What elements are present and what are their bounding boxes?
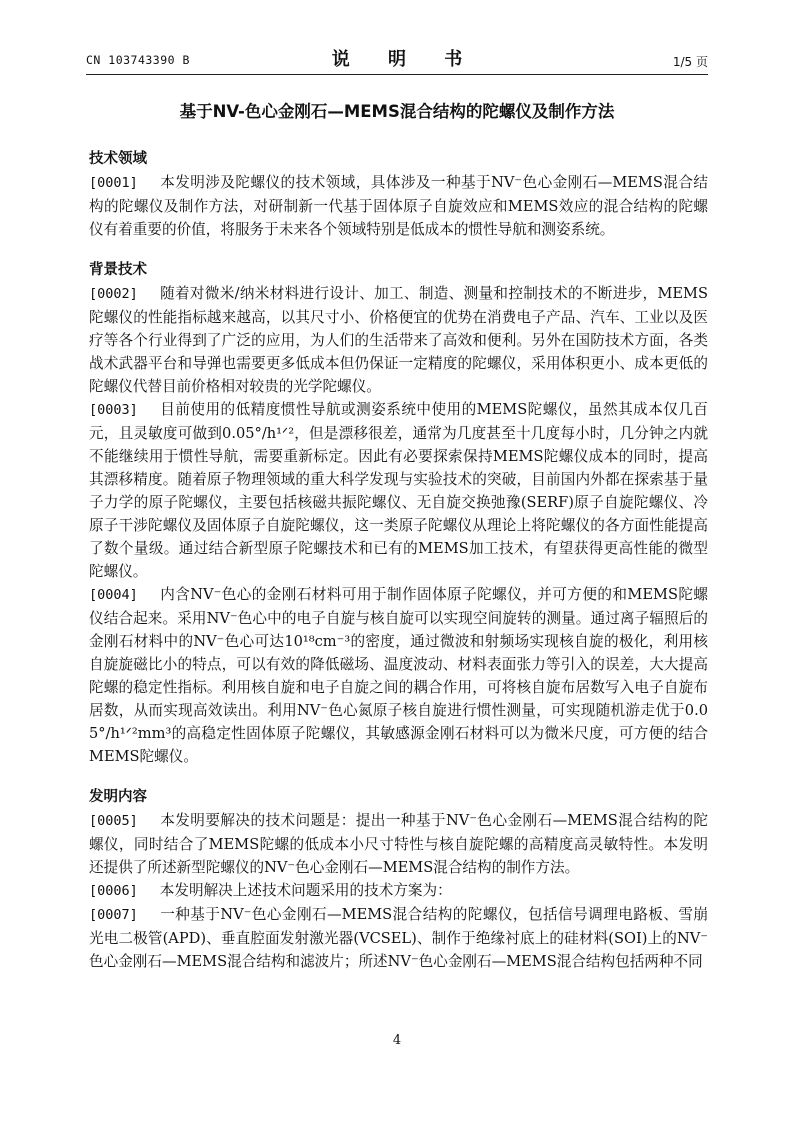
paragraph-number: [0007] [89,907,138,923]
page-header [86,45,708,73]
paragraph-text: 内含NV⁻色心的金刚石材料可用于制作固体原子陀螺仪，并可方便的和MEMS陀螺仪结合起来。采用NV⁻色心中的电子自旋与核自旋可以实现空间旋转的测量。通过离子辐照后的金刚石材料中的NV⁻色心可达10¹⁸cm⁻³的密度，通过微波和射频场实现核自旋的极化，利用核自旋旋磁比小的特点，可以有效的降低磁场、温度波动、材料表面张力等引入的误差，大大提高陀螺的稳定性指标。利用核自旋和电子自旋之间的耦合作用，可将核自旋布居数写入电子自旋布居数，从而实现高效读出。利用NV⁻色心氮原子核自旋进行惯性测量，可实现随机游走优于0.05°/h¹ᐟ²mm³的高稳定性固体原子陀螺仪，其敏感源金刚石材料可以为微米尺度，可方便的结合MEMS陀螺仪。 [89,586,708,765]
paragraph-number: [0006] [89,883,138,899]
paragraph [89,879,708,903]
paragraph-text: 本发明解决上述技术问题采用的技术方案为： [159,882,452,899]
paragraph-number: [0003] [89,402,138,418]
paragraph-text: 随着对微米/纳米材料进行设计、加工、制造、测量和控制技术的不断进步，MEMS陀螺仪的性能指标越来越高，以其尺寸小、价格便宜的优势在消费电子产品、汽车、工业以及医疗等各个行业得到了广泛的应用，为人们的生活带来了高效和便利。另外在国防技术方面，各类战术武器平台和导弹也需要更多低成本但仍保证一定精度的陀螺仪，采用体积更小、成本更低的陀螺仪代替目前价格相对较贵的光学陀螺仪。 [89,285,708,395]
paragraph [89,398,708,583]
document-body [89,148,708,991]
paragraph [89,171,708,241]
paragraph-text: 本发明涉及陀螺仪的技术领域，具体涉及一种基于NV⁻色心金刚石—MEMS混合结构的陀螺仪及制作方法，对研制新一代基于固体原子自旋效应和MEMS效应的混合结构的陀螺仪有着重要的价值，将服务于未来各个领域特别是低成本的惯性导航和测姿系统。 [89,174,708,238]
section-technical-field [89,148,708,241]
paragraph [89,583,708,768]
section-summary [89,786,708,973]
paragraph-number: [0001] [89,175,138,191]
paragraph-number: [0005] [89,813,138,829]
section-heading: 技术领域 [89,151,147,167]
paragraph [89,903,708,973]
paragraph-text: 一种基于NV⁻色心金刚石—MEMS混合结构的陀螺仪，包括信号调理电路板、雪崩光电二极管(APD)、垂直腔面发射激光器(VCSEL)、制作于绝缘衬底上的硅材料(SOI)上的NV⁻色心金刚石—MEMS混合结构和滤波片；所述NV⁻色心金刚石—MEMS混合结构包括两种不同 [89,906,708,970]
page-number: 4 [392,1033,402,1048]
section-title: 说 明 书 [331,49,479,70]
paragraph-text: 本发明要解决的技术问题是：提出一种基于NV⁻色心金刚石—MEMS混合结构的陀螺仪，同时结合了MEMS陀螺的低成本小尺寸特性与核自旋陀螺的高精度高灵敏特性。本发明还提供了所述新型陀螺仪的NV⁻色心金刚石—MEMS混合结构的制作方法。 [89,812,708,876]
section-background [89,259,708,768]
paragraph-number: [0002] [89,286,138,302]
page-indicator: 1/5 页 [672,55,708,69]
document-title: 基于NV-色心金刚石—MEMS混合结构的陀螺仪及制作方法 [179,102,615,121]
patent-number: CN 103743390 B [86,53,190,67]
header-divider [86,74,708,75]
section-heading: 发明内容 [89,789,147,805]
paragraph-number: [0004] [89,587,138,603]
paragraph [89,809,708,879]
section-heading: 背景技术 [89,262,147,278]
paragraph [89,282,708,398]
paragraph-text: 目前使用的低精度惯性导航或测姿系统中使用的MEMS陀螺仪，虽然其成本仅几百元，且灵敏度可做到0.05°/h¹ᐟ²，但是漂移很差，通常为几度甚至十几度每小时，几分钟之内就不能继续用于惯性导航，需要重新标定。因此有必要探索保持MEMS陀螺仪成本的同时，提高其漂移精度。随着原子物理领域的重大科学发现与实验技术的突破，目前国内外都在探索基于量子力学的原子陀螺仪，主要包括核磁共振陀螺仪、无自旋交换弛豫(SERF)原子自旋陀螺仪、冷原子干涉陀螺仪及固体原子自旋陀螺仪，这一类原子陀螺仪从理论上将陀螺仪的各方面性能提高了数个量级。通过结合新型原子陀螺技术和已有的MEMS加工技术，有望获得更高性能的微型陀螺仪。 [89,401,708,580]
